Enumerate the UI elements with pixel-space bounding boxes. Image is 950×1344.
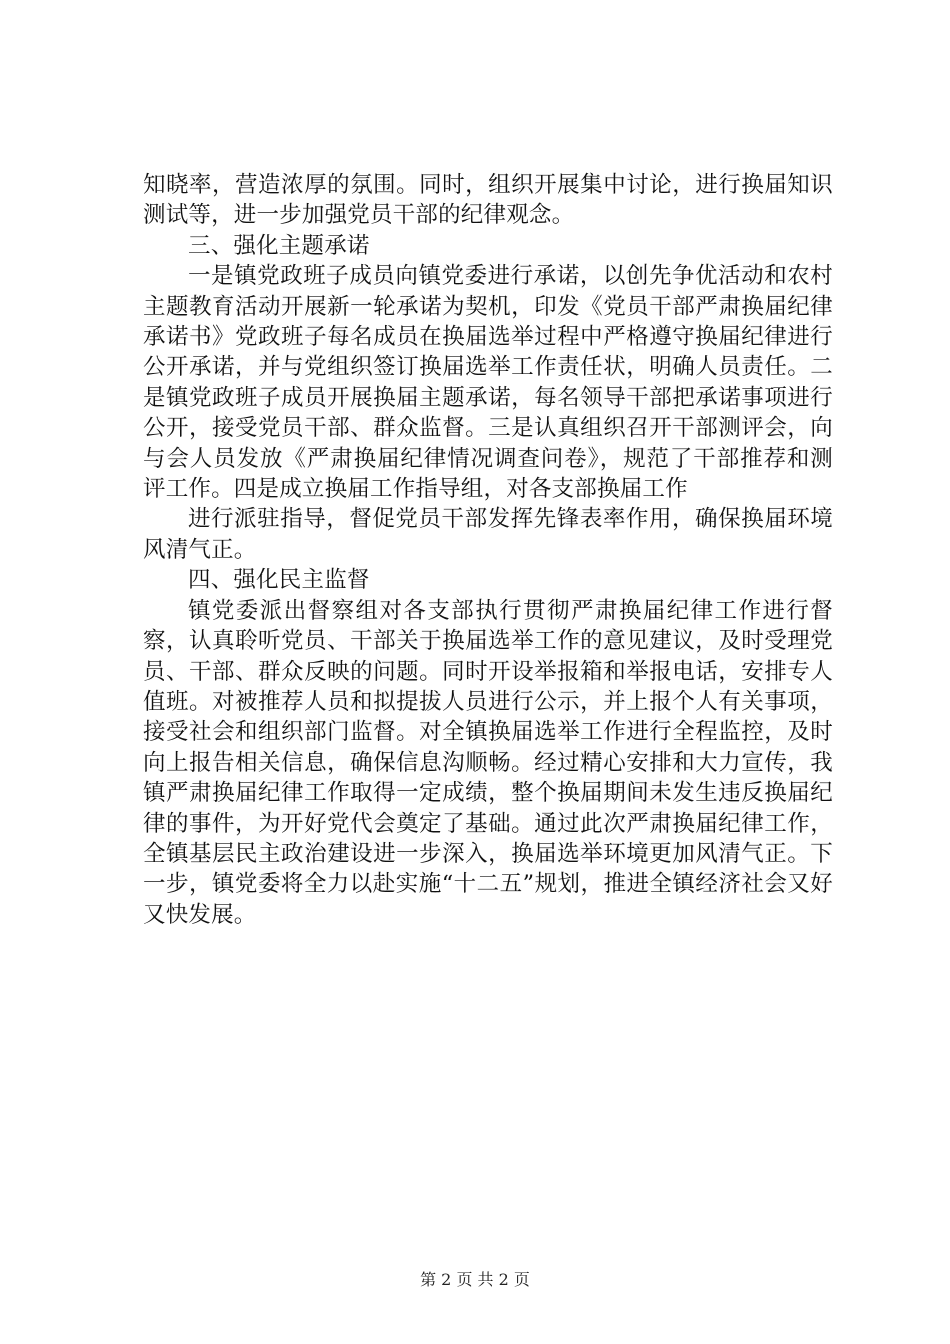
section-heading-4: 四、强化民主监督 xyxy=(188,567,370,594)
paragraph-continuation: 知晓率，营造浓厚的氛围。同时，组织开展集中讨论，进行换届知识测试等，进一步加强党员干部的纪律观念。 xyxy=(143,172,833,229)
document-body xyxy=(143,170,833,930)
section-heading-3: 三、强化主题承诺 xyxy=(188,232,370,259)
paragraph-commitments: 一是镇党政班子成员向镇党委进行承诺，以创先争优活动和农村主题教育活动开展新一轮承诺为契机，印发《党员干部严肃换届纪律承诺书》党政班子每名成员在换届选举过程中严格遵守换届纪律进行公开承诺，并与党组织签订换届选举工作责任状，明确人员责任。二是镇党政班子成员开展换届主题承诺，每名领导干部把承诺事项进行公开，接受党员干部、群众监督。三是认真组织召开干部测评会，向与会人员发放《严肃换届纪律情况调查问卷》，规范了干部推荐和测评工作。四是成立换届工作指导组，对各支部换届工作 xyxy=(143,263,833,503)
paragraph-democratic-supervision: 镇党委派出督察组对各支部执行贯彻严肃换届纪律工作进行督察，认真聆听党员、干部关于换届选举工作的意见建议，及时受理党员、干部、群众反映的问题。同时开设举报箱和举报电话，安排专人值班。对被推荐人员和拟提拔人员进行公示，并上报个人有关事项，接受社会和组织部门监督。对全镇换届选举工作进行全程监控，及时向上报告相关信息，确保信息沟顺畅。经过精心安排和大力宣传，我镇严肃换届纪律工作取得一定成绩，整个换届期间未发生违反换届纪律的事件，为开好党代会奠定了基础。通过此次严肃换届纪律工作，全镇基层民主政治建设进一步深入，换届选举环境更加风清气正。下一步，镇党委将全力以赴实施“十二五”规划，推进全镇经济社会又好又快发展。 xyxy=(143,597,833,928)
paragraph-supervision-guidance: 进行派驻指导，督促党员干部发挥先锋表率作用，确保换届环境风清气正。 xyxy=(143,506,833,563)
page-number-label: 第 2 页 共 2 页 xyxy=(420,1270,530,1289)
page-footer xyxy=(0,1270,950,1290)
